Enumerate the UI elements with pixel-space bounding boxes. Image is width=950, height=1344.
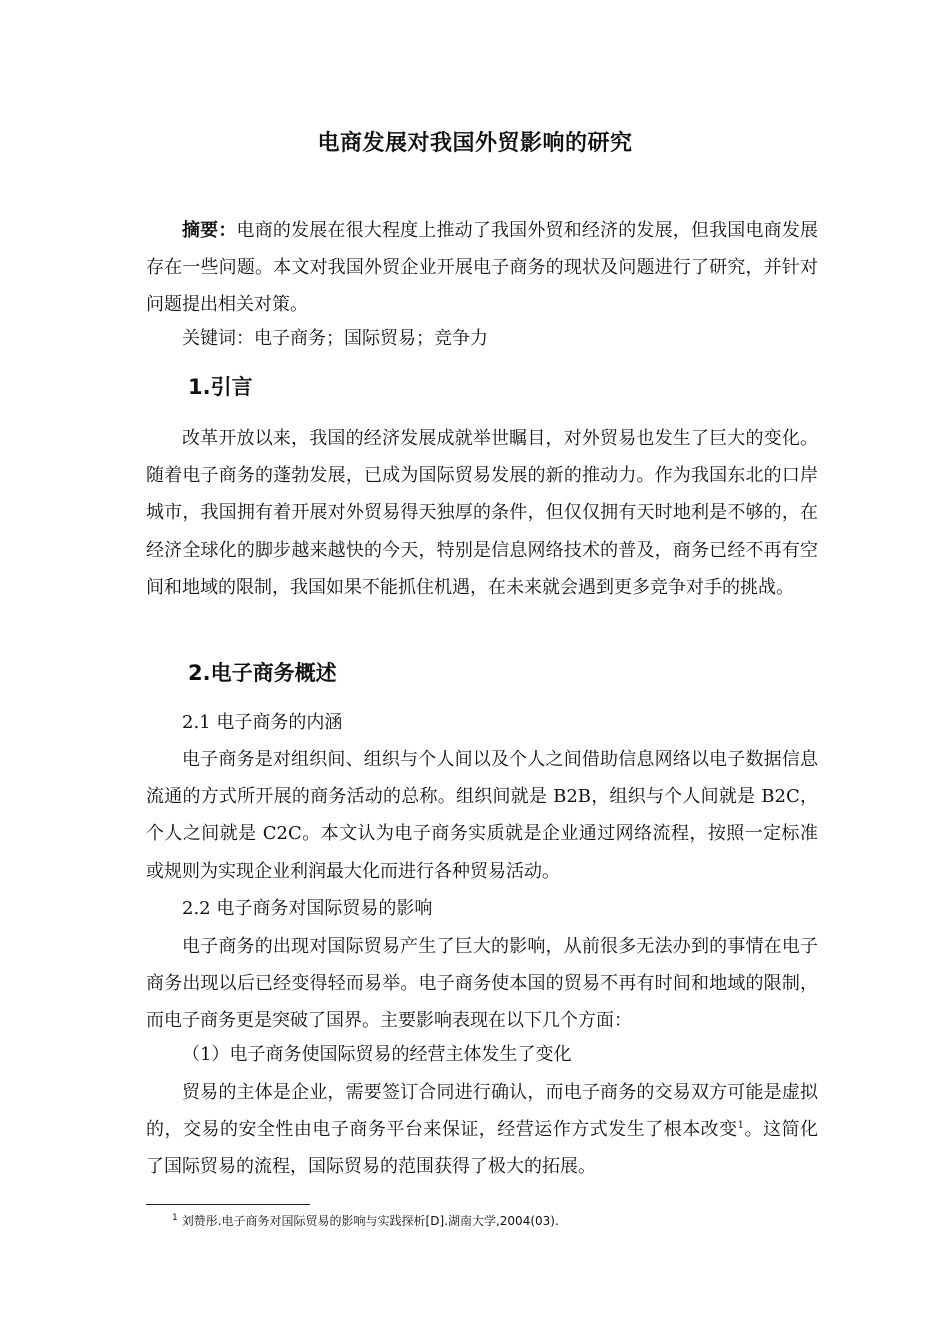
footnote-text: 刘赞彤.电子商务对国际贸易的影响与实践探析[D].湖南大学,2004(03). — [181, 1214, 559, 1228]
para-text-a: 贸易的主体是企业，需要签订合同进行确认，而电子商务的交易双方可能是虚拟的，交易的安全性由电子商务平台来保证，经营运作方式发生了根本改变 — [146, 1082, 818, 1141]
list-item-1: （1）电子商务使国际贸易的经营主体发生了变化 — [182, 1044, 572, 1065]
abstract-text: 电商的发展在很大程度上推动了我国外贸和经济的发展，但我国电商发展存在一些问题。本文对我国外贸企业开展电子商务的现状及问题进行了研究，并针对问题提出相关对策。 — [146, 220, 818, 316]
section-2-heading: 2.电子商务概述 — [188, 661, 337, 685]
footnote-divider — [146, 1204, 310, 1205]
list-item-1-paragraph — [146, 1074, 818, 1186]
keywords-line: 关键词：电子商务；国际贸易；竞争力 — [182, 328, 488, 349]
subsection-2-1-heading: 2.1 电子商务的内涵 — [182, 712, 343, 733]
page-title: 电商发展对我国外贸影响的研究 — [317, 131, 633, 156]
subsection-2-2-paragraph: 电子商务的出现对国际贸易产生了巨大的影响，从前很多无法办到的事情在电子商务出现以后已经变得轻而易举。电子商务使本国的贸易不再有时间和地域的限制，而电子商务更是突破了国界。主要影响表现在以下几个方面： — [146, 936, 818, 1032]
para-text-b: 。这简化了国际贸易的流程，国际贸易的范围获得了极大的拓展。 — [146, 1119, 819, 1178]
subsection-2-1-paragraph: 电子商务是对组织间、组织与个人间以及个人之间借助信息网络以电子数据信息流通的方式所开展的商务活动的总称。组织间就是 B2B，组织与个人间就是 B2C，个人之间就是 C2C。本文认为电子商务实质就是企业通过网络流程，按照一定标准或规则为实现企业利润最大化而进行各种贸易活动。 — [146, 749, 818, 882]
footnote — [172, 1212, 559, 1229]
abstract-label: 摘要： — [182, 220, 237, 241]
subsection-2-2-heading: 2.2 电子商务对国际贸易的影响 — [182, 898, 433, 919]
footnote-mark: 1 — [172, 1213, 178, 1223]
abstract-paragraph — [146, 212, 818, 324]
footnote-reference[interactable]: 1 — [737, 1120, 745, 1132]
section-1-heading: 1.引言 — [188, 375, 253, 399]
section-1-paragraph: 改革开放以来，我国的经济发展成就举世瞩目，对外贸易也发生了巨大的变化。随着电子商务的蓬勃发展，已成为国际贸易发展的新的推动力。作为我国东北的口岸城市，我国拥有着开展对外贸易得天独厚的条件，但仅仅拥有天时地利是不够的，在经济全球化的脚步越来越快的今天，特别是信息网络技术的普及，商务已经不再有空间和地域的限制，我国如果不能抓住机遇，在未来就会遇到更多竞争对手的挑战。 — [146, 428, 818, 598]
